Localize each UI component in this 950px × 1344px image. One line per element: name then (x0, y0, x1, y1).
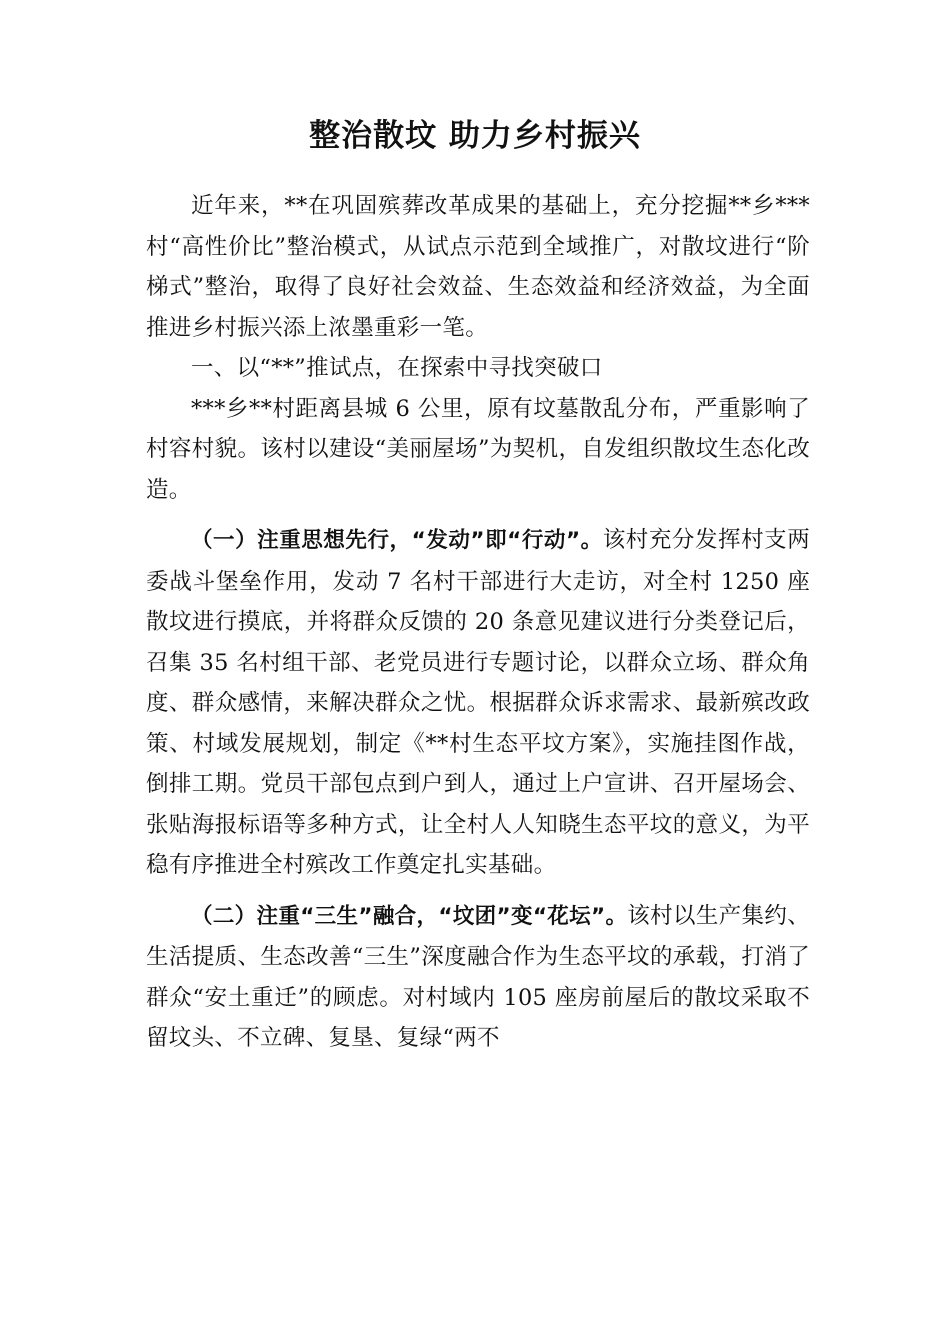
subsection-two-text: 该村以生产集约、生活提质、生态改善“三生”深度融合作为生态平坟的承载，打消了群众“安土重迁”的顾虑。对村域内 105 座房前屋后的散坟采取不留坟头、不立碑、复垦、复绿“两不 (146, 902, 810, 1051)
subsection-one-lead: （一）注重思想先行，“发动”即“行动”。 (191, 528, 603, 553)
subsection-two-lead: （二）注重“三生”融合，“坟团”变“花坛”。 (191, 903, 628, 929)
intro-paragraph (146, 186, 810, 348)
subsection-two-paragraph (146, 896, 810, 1059)
document-title: 整治散坟 助力乡村振兴 (309, 118, 641, 154)
section-heading-one-text: 一、以“**”推试点，在探索中寻找突破口 (191, 355, 603, 381)
document-body (146, 186, 810, 1059)
intro-paragraph-text: 近年来，**在巩固殡葬改革成果的基础上，充分挖掘**乡***村“高性价比”整治模式，从试点示范到全域推广，对散坟进行“阶梯式”整治，取得了良好社会效益、生态效益和经济效益，为全面推进乡村振兴添上浓墨重彩一笔。 (146, 193, 810, 341)
section-one-paragraph (146, 389, 810, 511)
subsection-one-text: 该村充分发挥村支两委战斗堡垒作用，发动 7 名村干部进行大走访，对全村 1250 座散坟进行摸底，并将群众反馈的 20 条意见建议进行分类登记后，召集 35 名村组干部、老党员进行专题讨论，以群众立场、群众角度、群众感情，来解决群众之忧。根据群众诉求需求、最新殡改政策、村域发展规划，制定《**村生态平坟方案》，实施挂图作战，倒排工期。党员干部包点到户到人，通过上户宣讲、召开屋场会、张贴海报标语等多种方式，让全村人人知晓生态平坟的意义，为平稳有序推进全村殡改工作奠定扎实基础。 (146, 527, 810, 878)
section-heading-one (146, 348, 810, 389)
section-one-paragraph-text: ***乡**村距离县城 6 公里，原有坟墓散乱分布，严重影响了村容村貌。该村以建设“美丽屋场”为契机，自发组织散坟生态化改造。 (146, 395, 810, 503)
subsection-one-paragraph (146, 520, 810, 886)
